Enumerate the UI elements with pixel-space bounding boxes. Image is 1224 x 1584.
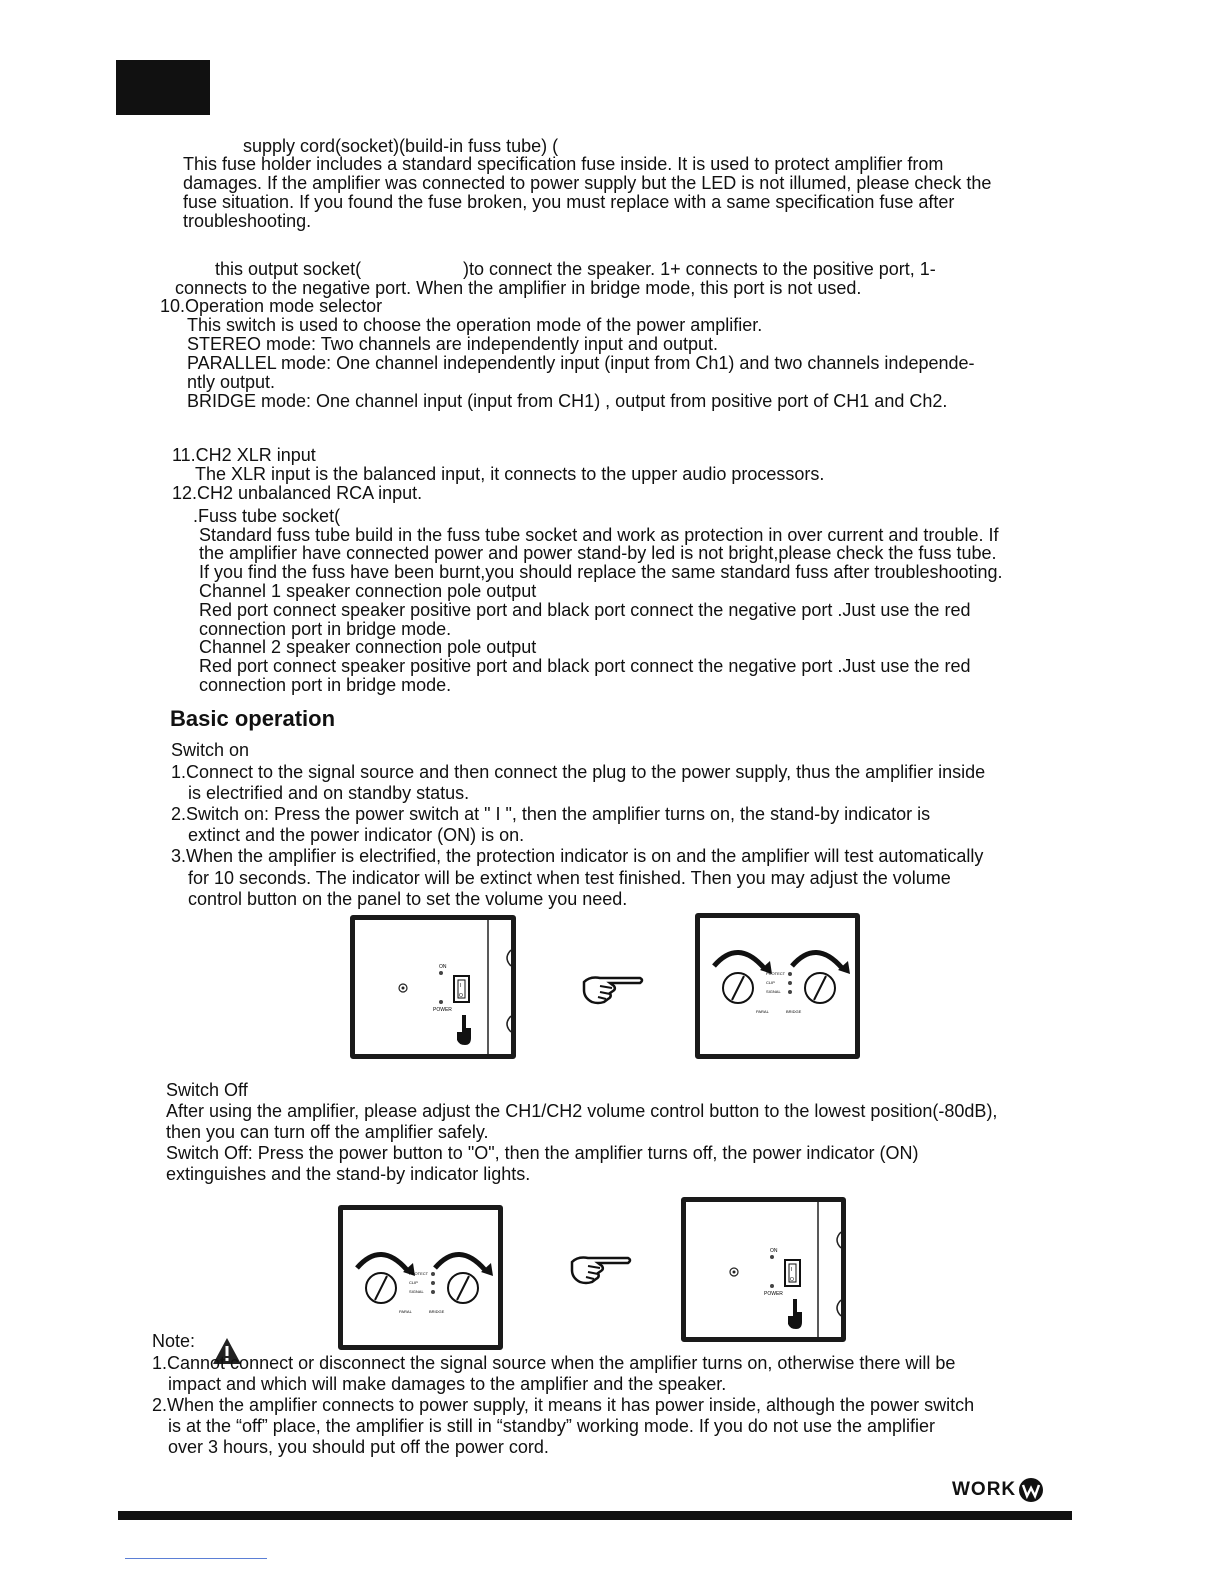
bridge-label: BRIDGE xyxy=(786,1009,802,1014)
power-panel-drawing-2 xyxy=(686,1202,841,1337)
power-label: POWER xyxy=(764,1291,783,1297)
switch-on-line: for 10 seconds. The indicator will be extinct when test finished. Then you may adjust the volume xyxy=(188,868,951,888)
power-label: POWER xyxy=(433,1007,452,1013)
volume-panel-figure-2 xyxy=(338,1205,503,1350)
protect-label: PROTECT xyxy=(409,1271,429,1276)
switch-off-line: Switch Off: Press the power button to "O", then the amplifier turns off, the power indicator (ON) xyxy=(166,1143,919,1163)
on-indicator-label: ON xyxy=(439,964,447,970)
fuse-line: fuse situation. If you found the fuse broken, you must replace with a same specification fuse after xyxy=(183,192,955,212)
note-line: impact and which will make damages to the amplifier and the speaker. xyxy=(168,1374,727,1394)
footer-rule xyxy=(118,1511,1072,1520)
fuse-line: troubleshooting. xyxy=(183,211,312,231)
mode-line: STEREO mode: Two channels are independently input and output. xyxy=(187,334,719,354)
power-panel-drawing xyxy=(355,920,511,1054)
hand-pointer-icon xyxy=(580,972,646,1006)
channel-line: Red port connect speaker positive port and black port connect the negative port .Just use the red xyxy=(199,600,971,620)
footer-link-line xyxy=(125,1558,267,1559)
output-line: this output socket( xyxy=(215,259,362,279)
pointing-finger-icon xyxy=(457,1015,471,1045)
switch-on-line: 1.Connect to the signal source and then connect the plug to the power supply, thus the amplifier inside xyxy=(171,762,986,782)
channel-line: connection port in bridge mode. xyxy=(199,675,452,695)
protect-label: PROTECT xyxy=(766,971,786,976)
bridge-label: BRIDGE xyxy=(429,1309,445,1314)
switch-on-line: extinct and the power indicator (ON) is on. xyxy=(188,825,525,845)
output-line: connects to the negative port. When the amplifier in bridge mode, this port is not used. xyxy=(175,278,862,298)
note-title: Note: xyxy=(152,1331,196,1351)
signal-label: SIGNAL xyxy=(409,1289,424,1294)
switch-on-title: Switch on xyxy=(171,740,250,760)
ch2-xlr-title: 11.CH2 XLR input xyxy=(172,445,316,465)
volume-knobs-drawing xyxy=(700,918,855,1054)
fusstube-line: the amplifier have connected power and power stand-by led is not bright,please check the fuss tube. xyxy=(199,543,997,563)
channel-title: Channel 1 speaker connection pole output xyxy=(199,581,537,601)
ch2-rca-title: 12.CH2 unbalanced RCA input. xyxy=(172,483,423,503)
ch2-xlr-desc: The XLR input is the balanced input, it connects to the upper audio processors. xyxy=(195,464,825,484)
switch-on-line: 2.Switch on: Press the power switch at " I ", then the amplifier turns on, the stand-by indicator is xyxy=(171,804,931,824)
switch-i-label: I xyxy=(460,983,462,989)
mode-line: ntly output. xyxy=(187,372,276,392)
output-line: )to connect the speaker. 1+ connects to the positive port, 1- xyxy=(463,259,936,279)
fuse-line: damages. If the amplifier was connected to power supply but the LED is not illumed, please check the xyxy=(183,173,992,193)
parallel-label: PARAL xyxy=(399,1309,412,1314)
volume-panel-figure xyxy=(695,913,860,1059)
brand-logo xyxy=(952,1478,1044,1502)
note-line: over 3 hours, you should put off the power cord. xyxy=(168,1437,549,1457)
channel-line: Red port connect speaker positive port and black port connect the negative port .Just use the red xyxy=(199,656,971,676)
note-line: is at the “off” place, the amplifier is still in “standby” working mode. If you do not use the amplifier xyxy=(168,1416,936,1436)
fusstube-title: .Fuss tube socket( xyxy=(193,506,341,526)
switch-off-line: extinguishes and the stand-by indicator lights. xyxy=(166,1164,531,1184)
switch-on-line: control button on the panel to set the volume you need. xyxy=(188,889,628,909)
switch-o-label: O xyxy=(790,1277,794,1283)
brand-w-icon xyxy=(1018,1477,1044,1503)
note-line: 2.When the amplifier connects to power supply, it means it has power inside, although the power switch xyxy=(152,1395,975,1415)
power-panel-figure xyxy=(350,915,516,1059)
signal-label: SIGNAL xyxy=(766,989,781,994)
parallel-label: PARAL xyxy=(756,1009,769,1014)
channel-line: connection port in bridge mode. xyxy=(199,619,452,639)
channel-title: Channel 2 speaker connection pole output xyxy=(199,637,537,657)
fusstube-line: Standard fuss tube build in the fuss tube socket and work as protection in over current and trouble. If xyxy=(199,525,999,545)
power-panel-figure-2 xyxy=(681,1197,846,1342)
section-heading: Basic operation xyxy=(170,706,336,731)
mode-title: 10.Operation mode selector xyxy=(160,296,383,316)
switch-off-line: then you can turn off the amplifier safely. xyxy=(166,1122,489,1142)
switch-off-title: Switch Off xyxy=(166,1080,248,1100)
note-line: 1.Cannot connect or disconnect the signal source when the amplifier turns on, otherwise there will be xyxy=(152,1353,956,1373)
mode-line: PARALLEL mode: One channel independently input (input from Ch1) and two channels independe- xyxy=(187,353,975,373)
on-indicator-label: ON xyxy=(770,1248,778,1254)
switch-on-line: 3.When the amplifier is electrified, the protection indicator is on and the amplifier will test automatically xyxy=(171,846,984,866)
clip-label: CLIP xyxy=(409,1280,418,1285)
pointing-finger-icon xyxy=(788,1299,802,1329)
switch-i-label: I xyxy=(791,1267,793,1273)
brand-logo-text: WORK xyxy=(952,1479,1017,1500)
fuse-line: This fuse holder includes a standard specification fuse inside. It is used to protect amplifier from xyxy=(183,154,944,174)
hand-pointer-icon xyxy=(568,1252,634,1286)
fusstube-line: If you find the fuss have been burnt,you should replace the same standard fuss after troubleshooting. xyxy=(199,562,1003,582)
fuse-title: supply cord(socket)(build-in fuss tube) ( xyxy=(243,136,559,156)
mode-line: This switch is used to choose the operation mode of the power amplifier. xyxy=(187,315,763,335)
clip-label: CLIP xyxy=(766,980,775,985)
switch-off-line: After using the amplifier, please adjust the CH1/CH2 volume control button to the lowest position(-80dB), xyxy=(166,1101,998,1121)
page-tab-marker xyxy=(116,60,210,115)
switch-on-line: is electrified and on standby status. xyxy=(188,783,470,803)
volume-knobs-drawing-2 xyxy=(343,1210,498,1345)
switch-o-label: O xyxy=(459,993,463,999)
mode-line: BRIDGE mode: One channel input (input from CH1) , output from positive port of CH1 and Ch2. xyxy=(187,391,948,411)
